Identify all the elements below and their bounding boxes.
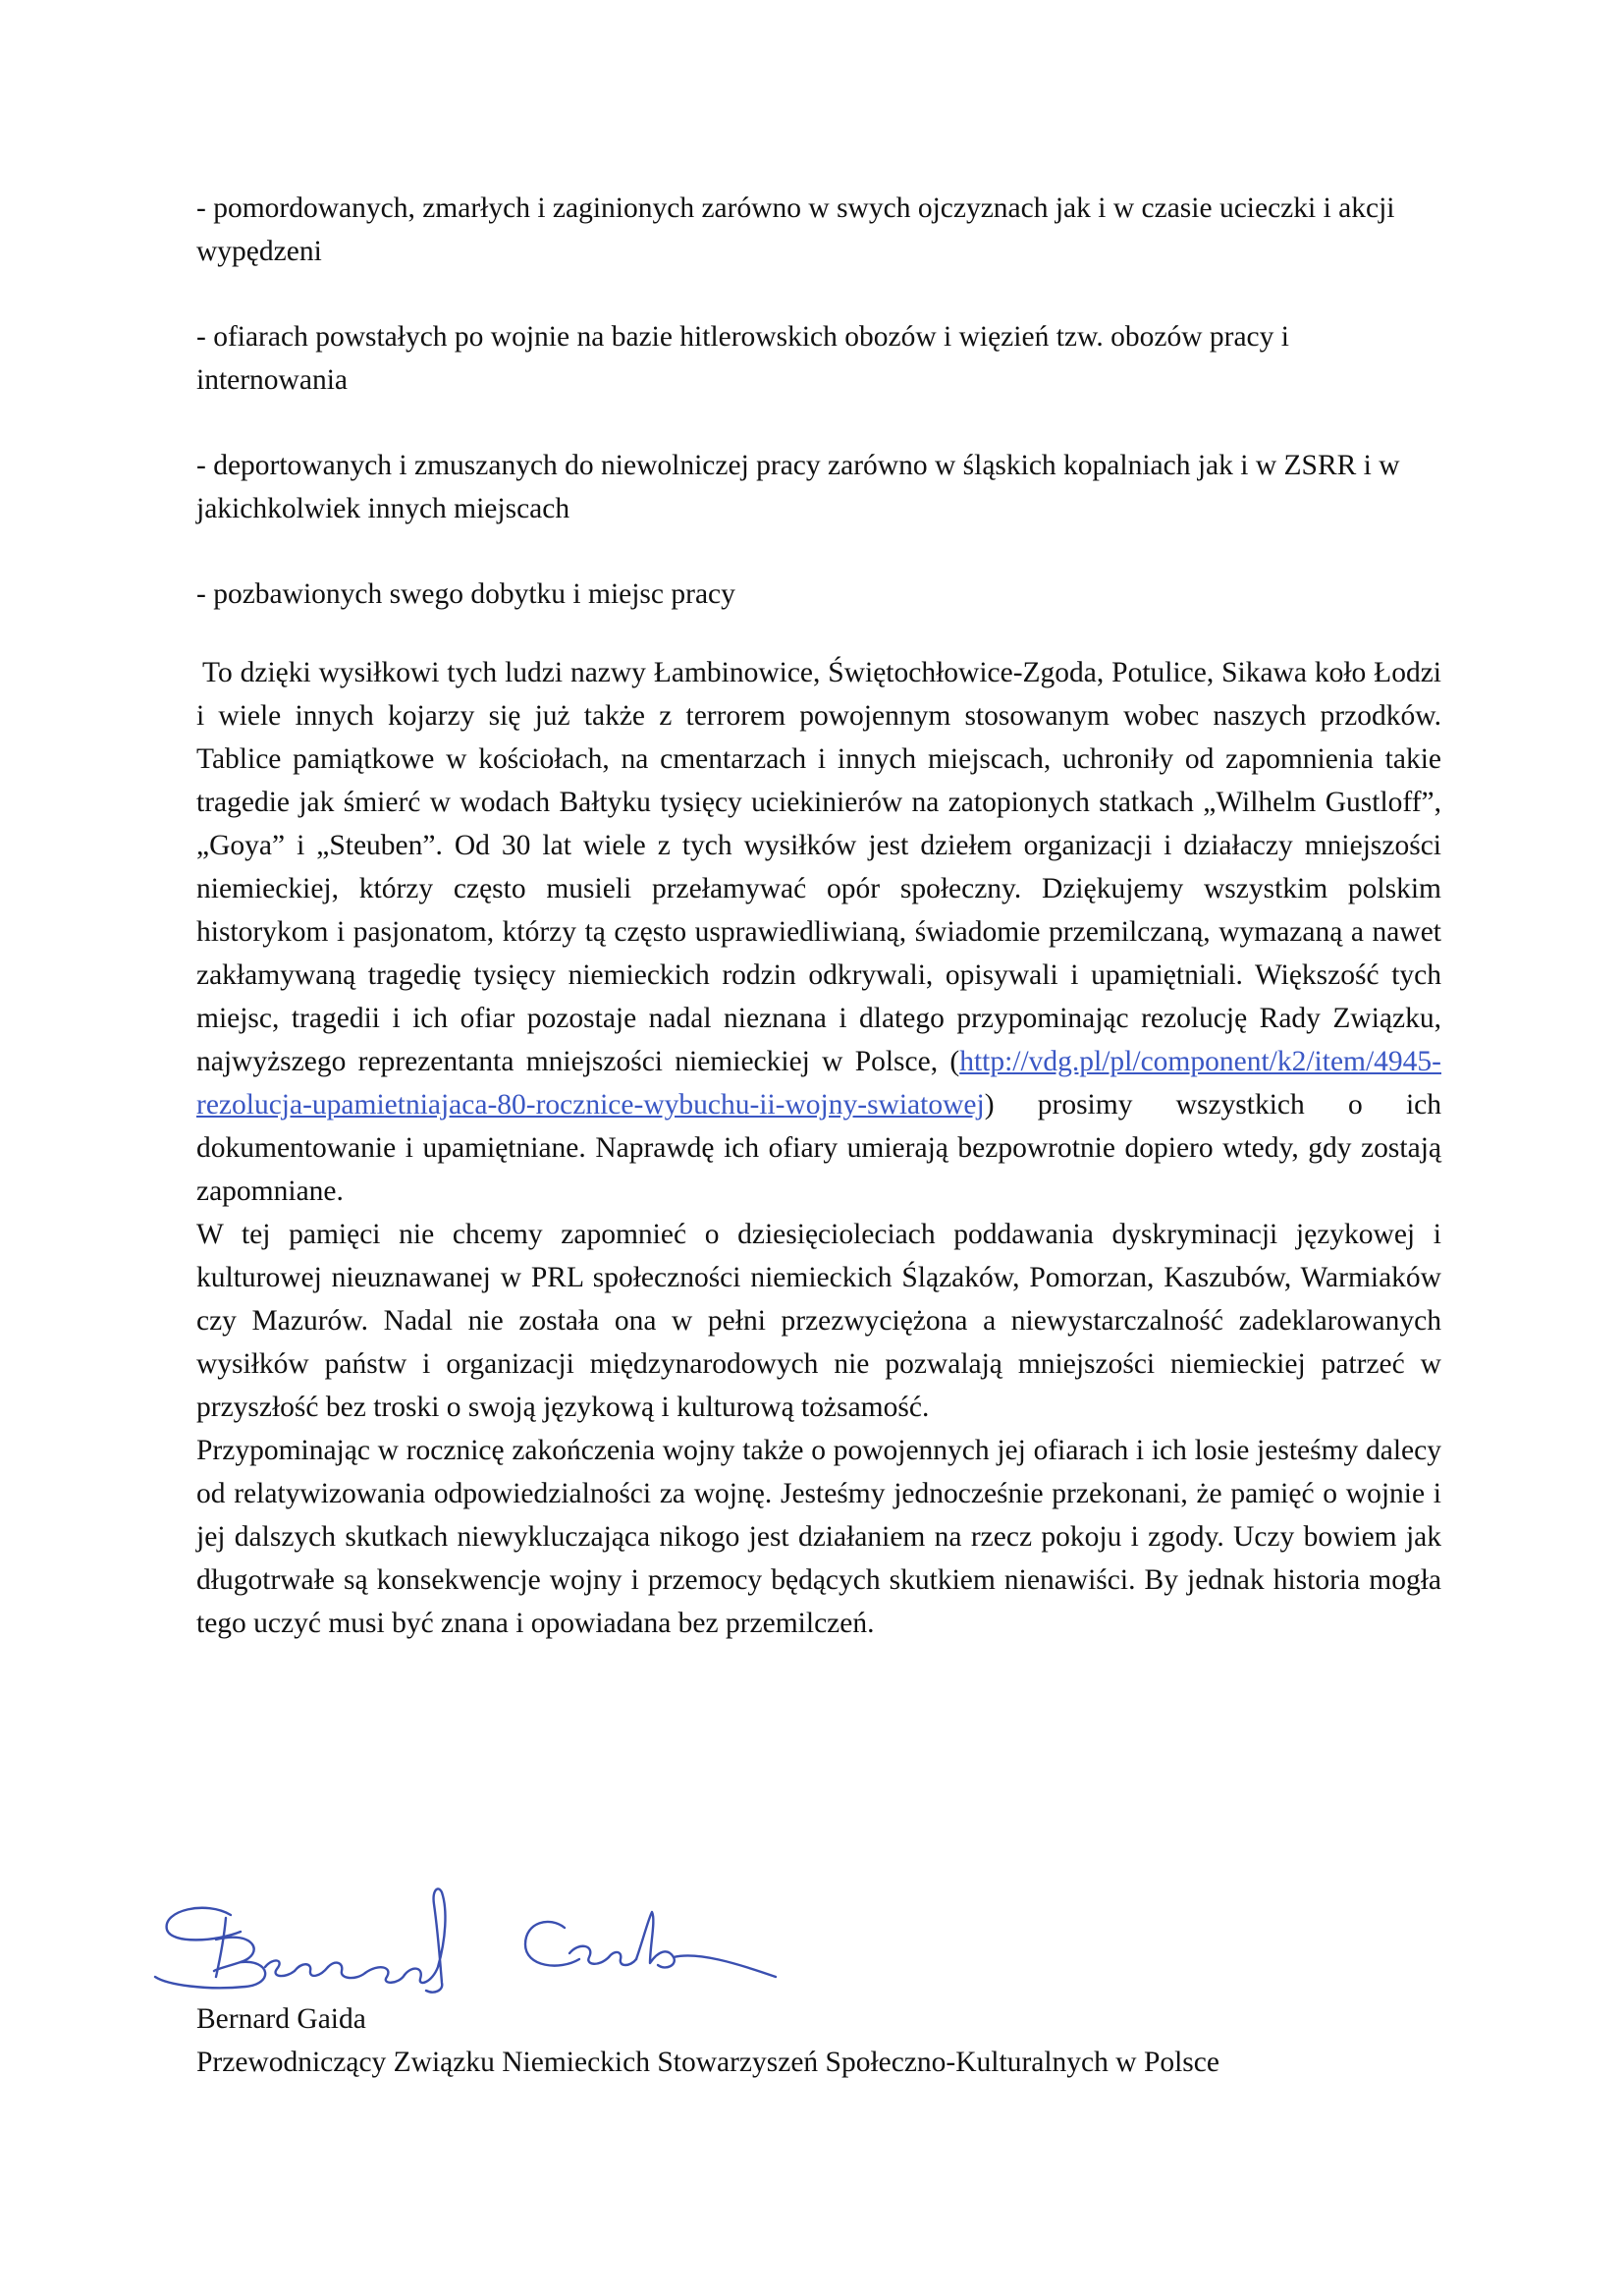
paragraph-discrimination: W tej pamięci nie chcemy zapomnieć o dziesięcioleciach poddawania dyskryminacji językowej i kulturowej nieuznawanej w PRL społeczności niemieckich Ślązaków, Pomorzan, Kaszubów, Warmiaków czy Mazurów. Nadal nie została ona w pełni przezwyciężona a niewystarczalność zadeklarowanych wysiłków państw i organizacji międzynarodowych nie pozwalają mniejszości niemieckiej patrzeć w przyszłość bez troski o swoją językową i kulturową tożsamość. [196,1219,1441,1423]
paragraph-memorial-sites [196,651,1441,1213]
bullet-item: - pomordowanych, zmarłych i zaginionych zarówno w swych ojczyznach jak i w czasie ucieczki i akcji wypędzeni [196,192,1395,267]
resolution-link[interactable]: http://vdg.pl/pl/component/k2/item/4945-rezolucja-upamietniajaca-80-rocznice-wybuchu-ii-wojny-swiatowej [196,1046,1441,1121]
signatory-name: Bernard Gaida [196,2003,366,2035]
paragraph-text: ) prosimy wszystkich o ich dokumentowanie i upamiętniane. Naprawdę ich ofiary umierają bezpowrotnie dopiero wtedy, gdy zostają zapomniane. [196,1089,1441,1207]
signatory-title: Przewodniczący Związku Niemieckich Stowarzyszeń Społeczno-Kulturalnych w Polsce [196,2047,1219,2078]
signature-image [147,1861,854,2008]
bullet-item: - deportowanych i zmuszanych do niewolniczej pracy zarówno w śląskich kopalniach jak i w ZSRR i w jakichkolwiek innych miejscach [196,450,1400,524]
bullet-item: - pozbawionych swego dobytku i miejsc pracy [196,578,735,610]
paragraph-remembrance: Przypominając w rocznicę zakończenia wojny także o powojennych jej ofiarach i ich losie jesteśmy dalecy od relatywizowania odpowiedzialności za wojnę. Jesteśmy jednocześnie przekonani, że pamięć o wojnie i jej dalszych skutkach niewykluczająca nikogo jest działaniem na rzecz pokoju i zgody. Uczy bowiem jak długotrwałe są konsekwencje wojny i przemocy będących skutkiem nienawiści. By jednak historia mogła tego uczyć musi być znana i opowiadana bez przemilczeń. [196,1435,1441,1639]
signatory-block [196,1997,1219,2084]
bullet-item: - ofiarach powstałych po wojnie na bazie hitlerowskich obozów i więzień tzw. obozów pracy i internowania [196,321,1289,396]
handwritten-signature [147,1861,854,2008]
letter-body [196,187,1441,1645]
paragraph-text: To dzięki wysiłkowi tych ludzi nazwy Łambinowice, Świętochłowice-Zgoda, Potulice, Sikawa koło Łodzi i wiele innych kojarzy się już także z terrorem powojennym stosowanym wobec naszych przodków. Tablice pamiątkowe w kościołach, na cmentarzach i innych miejscach, uchroniły od zapomnienia takie tragedie jak śmierć w wodach Bałtyku tysięcy uciekinierów na zatopionych statkach „Wilhelm Gustloff”, „Goya” i „Steuben”. Od 30 lat wiele z tych wysiłków jest dziełem organizacji i działaczy mniejszości niemieckiej, którzy często musieli przełamywać opór społeczny. Dziękujemy wszystkim polskim historykom i pasjonatom, którzy tą często usprawiedliwianą, świadomie przemilczaną, wymazaną a nawet zakłamywaną tragedię tysięcy niemieckich rodzin odkrywali, opisywali i upamiętniali. Większość tych miejsc, tragedii i ich ofiar pozostaje nadal nieznana i dlatego przypominając rezolucję Rady Związku, najwyższego reprezentanta mniejszości niemieckiej w Polsce, ( [196,657,1441,1077]
